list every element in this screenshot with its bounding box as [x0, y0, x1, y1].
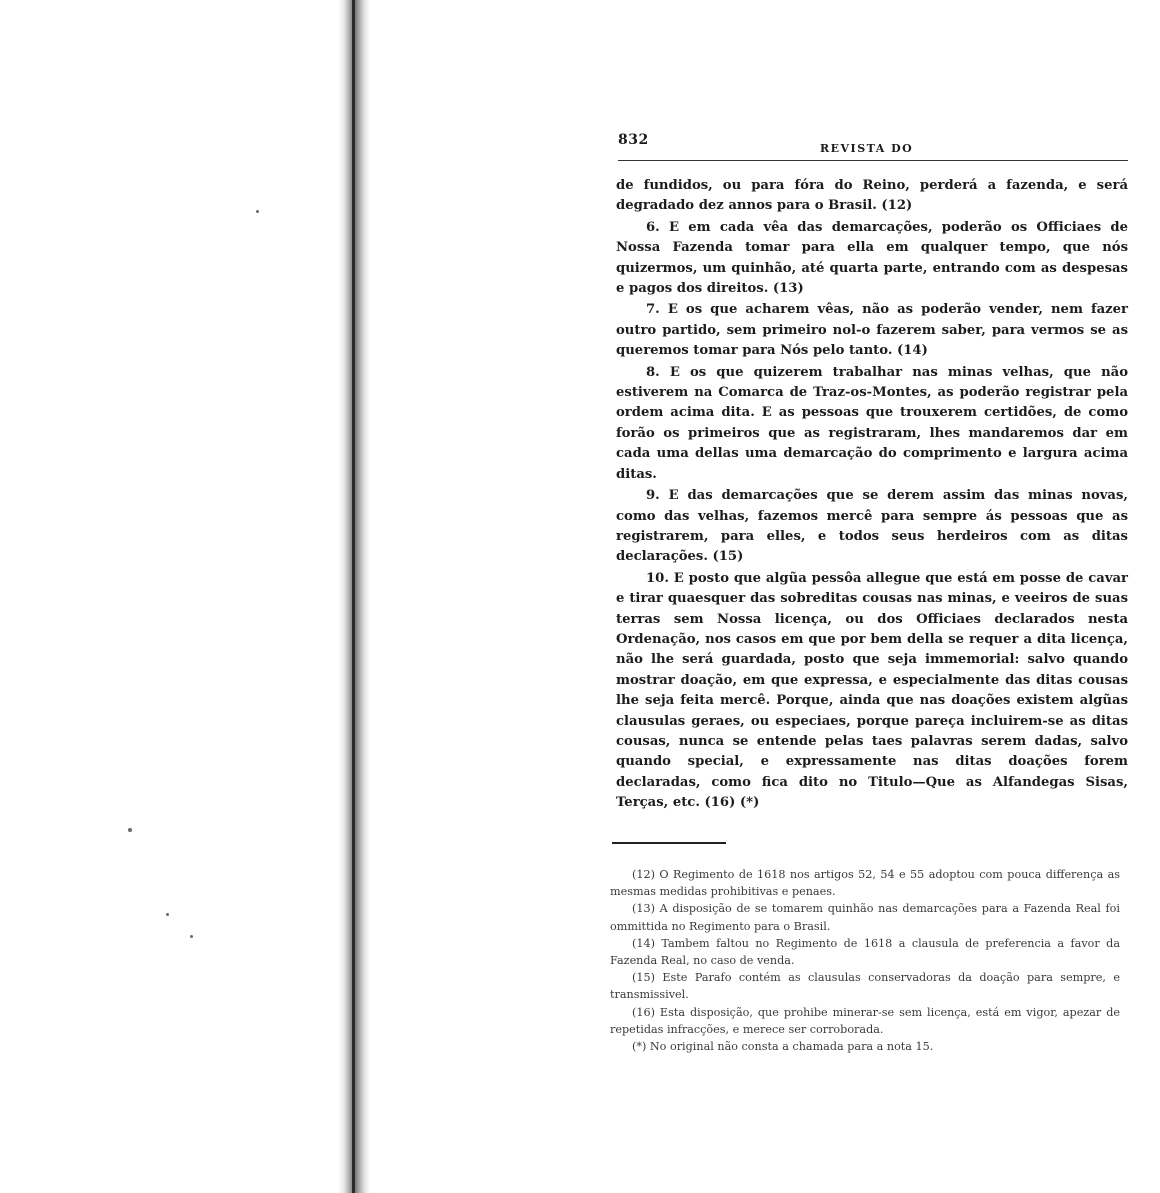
footnote: (16) Esta disposição, que prohibe minerar-se sem licença, está em vigor, apezar de repetidas infracções, e merece ser corroborada.	[610, 1005, 1120, 1036]
footnotes	[610, 866, 1120, 1055]
book-gutter-line	[352, 0, 355, 1193]
scan-speck	[128, 828, 132, 832]
paragraph: 10. E posto que algũa pessôa allegue que está em posse de cavar e tirar quaesquer das sobreditas cousas nas minas, e veeiros de suas terras sem Nossa licença, ou dos Officiaes declarados nesta Ordenação, nos casos em que por bem della se requer a dita licença, não lhe será guardada, posto que seja immemorial: salvo quando mostrar doação, em que expressa, e especialmente das ditas cousas lhe seja feita mercê. Porque, ainda que nas doações existem algũas clausulas geraes, ou especiaes, porque pareça incluirem-se as ditas cousas, nunca se entende pelas taes palavras serem dadas, salvo quando special, e expressamente nas ditas doações forem declaradas, como fica dito no Titulo—Que as Alfandegas Sisas, Terças, etc. (16) (*)	[616, 570, 1128, 811]
header-rule	[618, 160, 1128, 161]
paragraph: de fundidos, ou para fóra do Reino, perderá a fazenda, e será degradado dez annos para o Brasil. (12)	[616, 178, 1128, 214]
body-text	[616, 176, 1128, 815]
footnote: (15) Este Parafo contém as clausulas conservadoras da doação para sempre, e transmissivel.	[610, 971, 1120, 1002]
footnote: (12) O Regimento de 1618 nos artigos 52, 54 e 55 adoptou com pouca differença as mesmas medidas prohibitivas e penaes.	[610, 868, 1120, 899]
paragraph: 8. E os que quizerem trabalhar nas minas velhas, que não estiverem na Comarca de Traz-os-Montes, as poderão registrar pela ordem acima dita. E as pessoas que trouxerem certidões, de como forão os primeiros que as registraram, lhes mandaremos dar em cada uma dellas uma demarcação do comprimento e largura acima ditas.	[616, 364, 1128, 482]
paragraph: 7. E os que acharem vêas, não as poderão vender, nem fazer outro partido, sem primeiro nol-o fazerem saber, para vermos se as queremos tomar para Nós pelo tanto. (14)	[616, 302, 1128, 359]
scan-speck	[256, 210, 259, 213]
footnote: (13) A disposição de se tomarem quinhão nas demarcações para a Fazenda Real foi ommittida no Regimento para o Brasil.	[610, 902, 1120, 933]
scan-speck	[190, 935, 193, 938]
footnote: (*) No original não consta a chamada para a nota 15.	[632, 1040, 934, 1054]
page-header	[618, 132, 1130, 162]
page-number: 832	[618, 132, 649, 148]
scan-speck	[166, 913, 169, 916]
footnote: (14) Tambem faltou no Regimento de 1618 a clausula de preferencia a favor da Fazenda Real, no caso de venda.	[610, 936, 1120, 968]
paragraph: 9. E das demarcações que se derem assim das minas novas, como das velhas, fazemos mercê para sempre ás pessoas que as registrarem, para elles, e todos seus herdeiros com as ditas declarações. (15)	[616, 488, 1128, 565]
paragraph: 6. E em cada vêa das demarcações, poderão os Officiaes de Nossa Fazenda tomar para ella em qualquer tempo, que nós quizermos, um quinhão, até quarta parte, entrando com as despesas e pagos dos direitos. (13)	[616, 219, 1128, 297]
footnote-rule	[612, 842, 726, 844]
running-title: REVISTA DO	[820, 142, 914, 155]
